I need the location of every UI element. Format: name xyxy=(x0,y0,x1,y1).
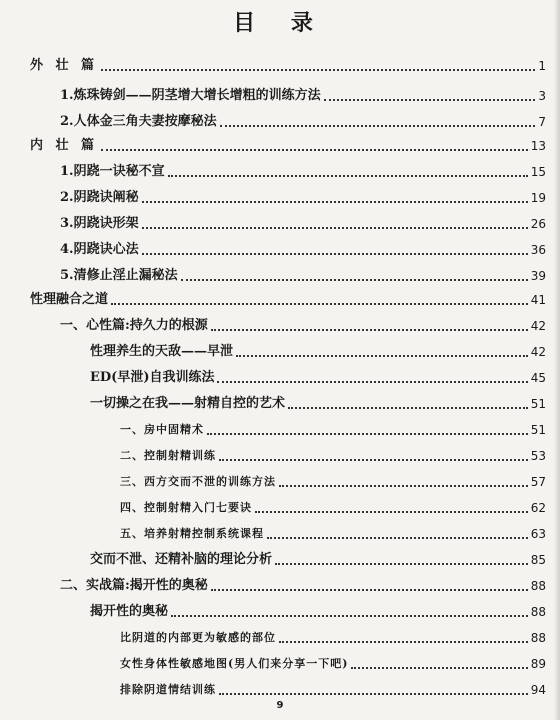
leader-dots xyxy=(288,406,528,409)
toc-entry[interactable] xyxy=(90,602,546,622)
toc-entry[interactable] xyxy=(60,86,546,106)
toc-entry-title: 排除阴道情结训练 xyxy=(120,683,216,696)
toc-entry-page: 41 xyxy=(530,293,546,307)
toc-entry-page: 89 xyxy=(530,657,546,671)
toc-entry-page: 63 xyxy=(530,527,546,541)
leader-dots xyxy=(101,148,528,151)
leader-dots xyxy=(181,278,528,281)
toc-entry-page: 19 xyxy=(530,191,546,205)
toc-entry[interactable] xyxy=(30,136,546,156)
toc-entry[interactable] xyxy=(90,368,546,388)
leader-dots xyxy=(142,252,528,255)
leader-dots xyxy=(142,200,528,203)
toc-entry[interactable] xyxy=(90,394,546,414)
toc-entry[interactable] xyxy=(120,446,546,466)
toc-entry-page: 45 xyxy=(530,371,546,385)
toc-entry-title: 2.阴跷诀阐秘 xyxy=(60,190,139,205)
toc-entry-page: 26 xyxy=(530,217,546,231)
toc-entry-page: 94 xyxy=(530,683,546,697)
toc-entry-page: 62 xyxy=(530,501,546,515)
leader-dots xyxy=(111,302,528,305)
toc-entry[interactable] xyxy=(90,550,546,570)
toc-entry-title: 内 壮 篇 xyxy=(30,138,99,153)
toc-entry[interactable] xyxy=(120,524,546,544)
toc-entry-page: 1 xyxy=(538,59,546,73)
toc-entry-page: 88 xyxy=(530,605,546,619)
toc-entry-page: 13 xyxy=(530,139,546,153)
toc-entry-page: 57 xyxy=(530,475,546,489)
toc-entry-title: 性理养生的天敌——早泄 xyxy=(90,344,234,359)
toc-entry-page: 42 xyxy=(530,345,546,359)
leader-dots xyxy=(171,614,528,617)
leader-dots xyxy=(236,354,528,357)
toc-entry-page: 7 xyxy=(538,115,546,129)
toc-entry[interactable] xyxy=(60,214,546,234)
leader-dots xyxy=(279,484,528,487)
leader-dots xyxy=(351,666,527,669)
toc-entry-title: 二、控制射精训练 xyxy=(120,449,216,462)
toc-entry-page: 53 xyxy=(530,449,546,463)
leader-dots xyxy=(207,432,528,435)
leader-dots xyxy=(219,692,528,695)
toc-entry[interactable] xyxy=(30,290,546,310)
toc-entry-title: 三、西方交而不泄的训练方法 xyxy=(120,475,276,488)
toc-entry[interactable] xyxy=(120,498,546,518)
toc-entry[interactable] xyxy=(120,654,546,674)
toc-entry[interactable] xyxy=(120,472,546,492)
toc-entry-title: 性理融合之道 xyxy=(30,292,109,307)
toc-entry-title: 1.阴跷一诀秘不宣 xyxy=(60,164,165,179)
toc-entry-page: 15 xyxy=(530,165,546,179)
leader-dots xyxy=(142,226,528,229)
toc-entry[interactable] xyxy=(60,576,546,596)
leader-dots xyxy=(324,98,536,101)
toc-entry-title: 2.人体金三角夫妻按摩秘法 xyxy=(60,114,217,129)
toc-entry-title: 一切操之在我——射精自控的艺术 xyxy=(90,396,286,411)
toc-entry[interactable] xyxy=(60,240,546,260)
toc-entry-page: 85 xyxy=(530,553,546,567)
page-edge-shadow xyxy=(554,0,560,720)
page-number: 9 xyxy=(276,700,284,711)
toc-entry[interactable] xyxy=(60,112,546,132)
toc-entry-title: 五、培养射精控制系统课程 xyxy=(120,527,264,540)
toc-entry-page: 51 xyxy=(530,423,546,437)
leader-dots xyxy=(217,380,527,383)
toc-entry-page: 39 xyxy=(530,269,546,283)
toc-entry-page: 36 xyxy=(530,243,546,257)
toc-entry-title: 揭开性的奥秘 xyxy=(90,604,169,619)
leader-dots xyxy=(219,458,528,461)
toc-entry[interactable] xyxy=(120,680,546,700)
toc-entry-title: 一、房中固精术 xyxy=(120,423,204,436)
toc-entry[interactable] xyxy=(30,56,546,76)
leader-dots xyxy=(211,328,528,331)
toc-entry-title: 1.炼珠铸剑——阴茎增大增长增粗的训练方法 xyxy=(60,88,321,103)
leader-dots xyxy=(168,174,528,177)
toc-entry-page: 51 xyxy=(530,397,546,411)
toc-entry-page: 42 xyxy=(530,319,546,333)
toc-entry-title: ED(早泄)自我训练法 xyxy=(90,370,215,385)
leader-dots xyxy=(267,536,528,539)
leader-dots xyxy=(220,124,536,127)
toc-entry[interactable] xyxy=(60,266,546,286)
toc-entry-title: 女性身体性敏感地图(男人们来分享一下吧) xyxy=(120,657,349,670)
page-title: 目 录 xyxy=(233,10,327,36)
toc-entry[interactable] xyxy=(90,342,546,362)
toc-entry-title: 4.阴跷诀心法 xyxy=(60,242,139,257)
toc-entry[interactable] xyxy=(120,420,546,440)
toc-entry[interactable] xyxy=(60,316,546,336)
toc-entry-title: 二、实战篇:揭开性的奥秘 xyxy=(60,578,208,593)
toc-entry-title: 3.阴跷诀形架 xyxy=(60,216,139,231)
toc-entry-page: 88 xyxy=(530,579,546,593)
toc-entry-title: 一、心性篇:持久力的根源 xyxy=(60,318,208,333)
toc-entry-title: 四、控制射精入门七要诀 xyxy=(120,501,252,514)
toc-entry-title: 交而不泄、还精补脑的理论分析 xyxy=(90,552,273,567)
toc-entry-title: 外 壮 篇 xyxy=(30,58,99,73)
leader-dots xyxy=(211,588,528,591)
toc-entry-title: 5.清修止淫止漏秘法 xyxy=(60,268,178,283)
leader-dots xyxy=(279,640,528,643)
leader-dots xyxy=(255,510,528,513)
toc-entry[interactable] xyxy=(60,188,546,208)
toc-entry-page: 88 xyxy=(530,631,546,645)
toc-entry[interactable] xyxy=(120,628,546,648)
toc-entry-title: 比阴道的内部更为敏感的部位 xyxy=(120,631,276,644)
toc-entry-page: 3 xyxy=(538,89,546,103)
leader-dots xyxy=(275,562,528,565)
leader-dots xyxy=(101,68,535,71)
toc-entry[interactable] xyxy=(60,162,546,182)
